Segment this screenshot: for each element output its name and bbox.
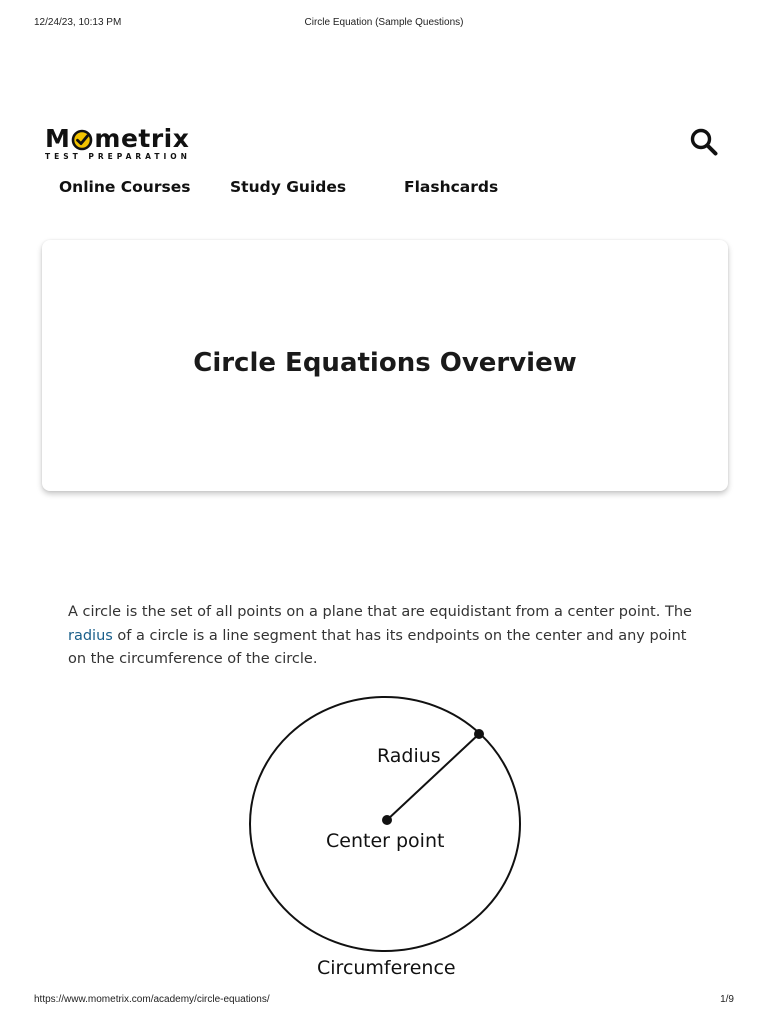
circle-diagram-svg [230, 690, 540, 990]
intro-paragraph [68, 601, 708, 672]
search-icon [688, 126, 720, 158]
main-nav [0, 178, 768, 200]
circumference-label: Circumference [317, 957, 456, 979]
intro-text-start: A circle is the set of all points on a plane that are equidistant from a center point. The [68, 604, 692, 620]
radius-label: Radius [377, 745, 441, 767]
center-dot [382, 815, 392, 825]
logo-wordmark [45, 126, 190, 152]
nav-flashcards[interactable]: Flashcards [404, 178, 499, 196]
nav-online-courses[interactable]: Online Courses [59, 178, 191, 196]
print-document-title: Circle Equation (Sample Questions) [304, 17, 464, 28]
print-date-time: 12/24/23, 10:13 PM [34, 17, 122, 28]
center-point-label: Center point [326, 830, 445, 852]
print-footer [0, 994, 768, 1008]
logo-letter-m: M [45, 124, 71, 153]
intro-text-end: of a circle is a line segment that has its endpoints on the center and any point on the circumference of the circle. [68, 627, 687, 667]
print-url: https://www.mometrix.com/academy/circle-equations/ [34, 994, 270, 1005]
print-header [0, 17, 768, 31]
logo-letters-metrix: metrix [94, 124, 190, 153]
mometrix-logo[interactable] [45, 126, 190, 160]
page-title: Circle Equations Overview [193, 348, 577, 378]
circle-diagram [230, 690, 540, 990]
print-page-indicator: 1/9 [720, 994, 734, 1005]
checkmark-o-icon [71, 129, 93, 151]
nav-study-guides[interactable]: Study Guides [230, 178, 347, 196]
circumference-dot [474, 729, 484, 739]
search-button[interactable] [688, 126, 720, 158]
hero-card [42, 240, 728, 491]
logo-tagline: TEST PREPARATION [45, 152, 191, 161]
radius-link[interactable]: radius [68, 627, 113, 644]
